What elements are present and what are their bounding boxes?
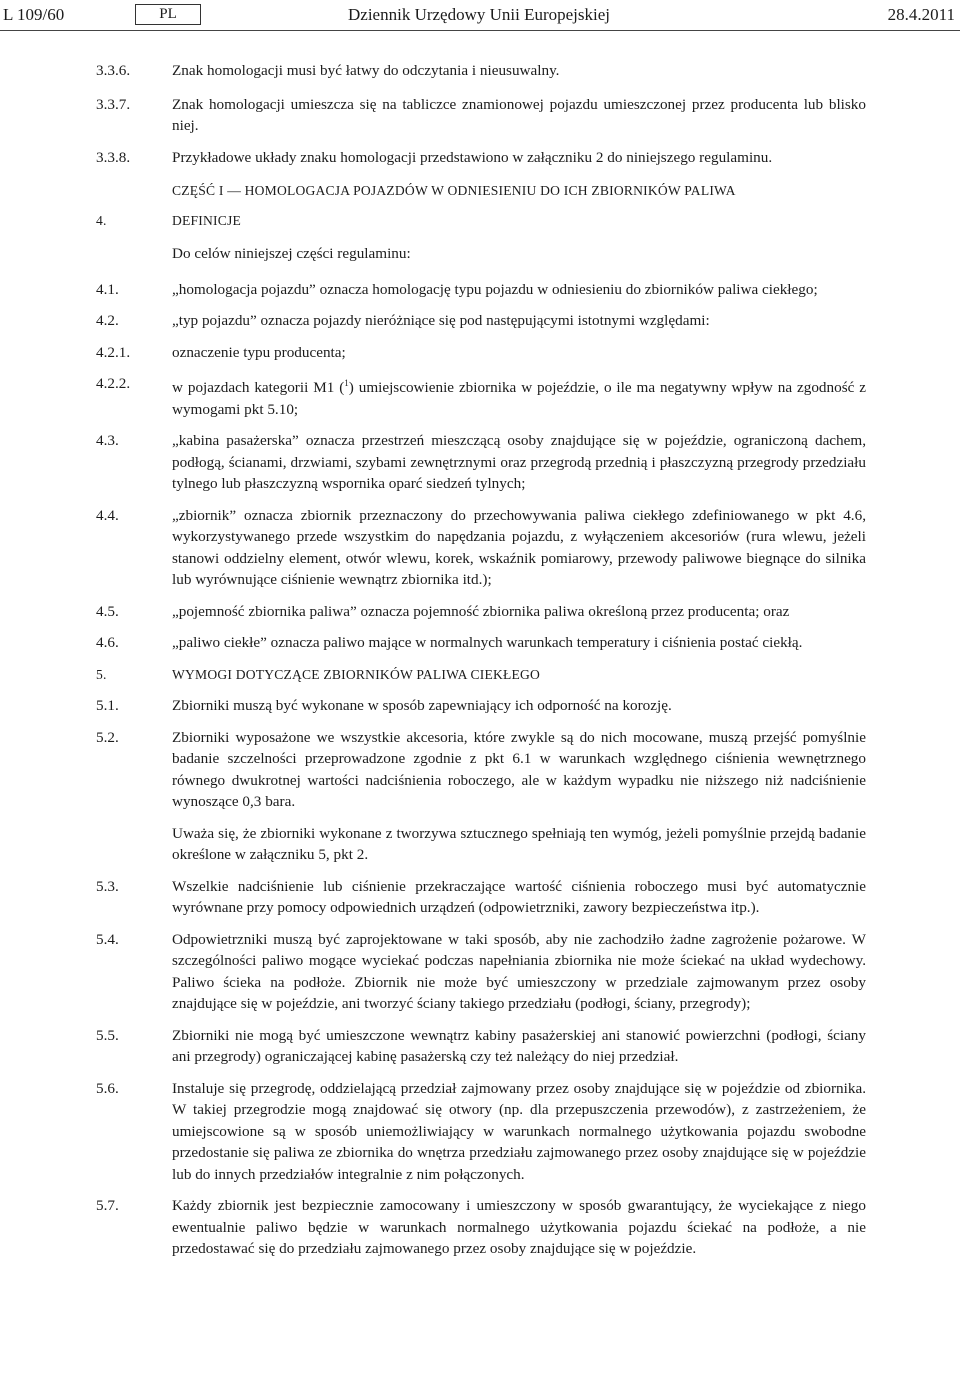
paragraph-3-3-7 — [96, 94, 866, 137]
publication-date: 28.4.2011 — [887, 5, 955, 24]
paragraph-text: Instaluje się przegrodę, oddzielającą przedział zajmowany przez osoby znajdujące się w pojeździe od zbiornika. W takiej przegrodzie mogą znajdować się otwory (np. dla przepuszczenia przewodów), z zastrzeżeniem, że umiejscowione są w sposób uniemożliwiający w warunkach normalnego użytkowania pojazdu swobodne przedostanie się paliwa ze zbiornika do wnętrza przedziału zajmowanego przez osoby znajdujące się w pojeździe lub do innych przedziałów integralnie z nim połączonych. — [172, 1079, 866, 1183]
text-after-footnote: ) umiejscowienie zbiornika w pojeździe, o ile ma negatywny wpływ na zgodność z wymogami pkt 5.10; — [172, 379, 866, 418]
footnote-marker[interactable]: 1 — [344, 378, 349, 388]
definition-4-5 — [96, 601, 866, 623]
paragraph-5-4 — [96, 929, 866, 1015]
paragraph-text: Znak homologacji musi być łatwy do odczytania i nieusuwalny. — [172, 62, 560, 79]
section-heading-requirements — [96, 664, 866, 686]
paragraph-5-2 — [96, 727, 866, 813]
journal-title: Dziennik Urzędowy Unii Europejskiej — [348, 5, 611, 24]
paragraph-5-2-continuation: Uważa się, że zbiorniki wykonane z tworzywa sztucznego spełniają ten wymóg, jeżeli pomyślnie przejdą badanie określone w załączniku 5, pkt 2. — [172, 824, 866, 864]
paragraph-number: 5.3. — [96, 877, 119, 895]
paragraph-text: „pojemność zbiornika paliwa” oznacza pojemność zbiornika paliwa określoną przez producenta; oraz — [172, 602, 790, 620]
section-title: WYMOGI DOTYCZĄCE ZBIORNIKÓW PALIWA CIEKŁEGO — [172, 666, 541, 682]
paragraph-number: 5.6. — [96, 1079, 119, 1097]
paragraph-text: Znak homologacji umieszcza się na tabliczce znamionowej pojazdu umieszczonej przez producenta lub blisko niej. — [172, 95, 866, 134]
paragraph-number: 5.7. — [96, 1197, 119, 1215]
paragraph-number: 3.3.7. — [96, 95, 131, 113]
paragraph-text: Wszelkie nadciśnienie lub ciśnienie przekraczające wartość ciśnienia roboczego musi być automatycznie wyrównane przy pomocy odpowiednich urządzeń (odpowietrzniki, zawory bezpieczeństwa itp.). — [172, 877, 866, 917]
definition-4-4 — [96, 505, 866, 591]
page-number: L 109/60 — [3, 5, 65, 24]
definition-4-2 — [96, 310, 866, 332]
part-heading: CZĘŚĆ I — HOMOLOGACJA POJAZDÓW W ODNIESIENIU DO ICH ZBIORNIKÓW PALIWA — [172, 183, 736, 198]
paragraph-number: 4.2.1. — [96, 343, 131, 361]
definition-4-6 — [96, 632, 866, 654]
paragraph-text: „zbiornik” oznacza zbiornik przeznaczony do przechowywania paliwa ciekłego zdefiniowanego w pkt 4.6, wykorzystywanego przede wszystkim do napędzania pojazdu, z wyłączeniem akcesoriów (rura wlewu, jeżeli stanowi oddzielny element, otwór wlewu, korek, wskaźnik pomiarowy, przewody paliwowe biegnące do silnika lub wyrównujące ciśnienie wewnątrz zbiornika itd.); — [172, 506, 866, 589]
paragraph-number: 3.3.6. — [96, 62, 131, 79]
document-body — [96, 60, 866, 1260]
language-badge: PL — [135, 4, 201, 25]
paragraph-text — [172, 373, 866, 420]
paragraph-number: 3.3.8. — [96, 148, 131, 166]
paragraph-number: 5.1. — [96, 697, 119, 715]
paragraph-number: 4.1. — [96, 280, 119, 298]
paragraph-3-3-8 — [96, 147, 866, 169]
paragraph-text: „homologacja pojazdu” oznacza homologację typu pojazdu w odniesieniu do zbiorników paliwa ciekłego; — [172, 280, 818, 298]
paragraph-5-3 — [96, 876, 866, 919]
definition-4-3 — [96, 430, 866, 495]
paragraph-text: Zbiorniki wyposażone we wszystkie akcesoria, które zwykle są do nich mocowane, muszą przejść pomyślnie badanie szczelności przeprowadzone zgodnie z pkt 6.1 w warunkach względnego ciśnienia wewnętrznego równego dwukrotnej wartości nadciśnienia roboczego, ale w każdym wypadku nie niższego niż nadciśnienie wynoszące 0,3 bara. — [172, 728, 866, 811]
paragraph-text: „kabina pasażerska” oznacza przestrzeń mieszczącą osoby znajdujące się w pojeździe, ograniczoną dachem, podłogą, ścianami, drzwiami, szybami zewnętrznymi oraz przegrodą przednią i płaszczyzną przegrody przedziału tylnego lub płaszczyzną wspornika oparć siedzeń tylnych; — [172, 432, 866, 493]
page-header — [0, 0, 960, 30]
paragraph-number: 4.5. — [96, 602, 119, 620]
paragraph-5-7 — [96, 1195, 866, 1260]
paragraph-number: 5.4. — [96, 930, 119, 948]
text-before-footnote: w pojazdach kategorii M1 ( — [172, 379, 345, 397]
paragraph-text: oznaczenie typu producenta; — [172, 343, 346, 361]
header-divider — [0, 30, 960, 31]
paragraph-text: „paliwo ciekłe” oznacza paliwo mające w normalnych warunkach temperatury i ciśnienia postać ciekłą. — [172, 634, 803, 652]
paragraph-3-3-6 — [96, 60, 866, 82]
paragraph-text: Odpowietrzniki muszą być zaprojektowane w taki sposób, aby nie zachodziło żadne zagrożenie pożarowe. W szczególności paliwo mogące wyciekać podczas napełniania zbiornika nie może ściekać na układ wydechowy. Paliwo ścieka na podłoże. Zbiornik nie może być umieszczony w przedziale zajmowanym przez osoby znajdujące się w pojeździe, ani tworzyć ściany takiego przedziału (podłogi, ściany, przegrody); — [172, 930, 866, 1013]
paragraph-number: 5.2. — [96, 728, 119, 746]
paragraph-5-5 — [96, 1025, 866, 1068]
paragraph-text: „typ pojazdu” oznacza pojazdy nieróżniące się pod następującymi istotnymi względami: — [172, 312, 710, 329]
paragraph-number: 4.6. — [96, 634, 119, 652]
paragraph-5-1 — [96, 695, 866, 717]
paragraph-number: 5.5. — [96, 1026, 119, 1044]
definition-4-1 — [96, 279, 866, 301]
definition-4-2-2 — [96, 373, 866, 420]
paragraph-number: 4.2. — [96, 312, 119, 329]
paragraph-text: Przykładowe układy znaku homologacji przedstawiono w załączniku 2 do niniejszego regulaminu. — [172, 148, 773, 166]
paragraph-number: 4.2.2. — [96, 375, 131, 392]
paragraph-text: Zbiorniki muszą być wykonane w sposób zapewniający ich odporność na korozję. — [172, 697, 672, 715]
paragraph-text: Zbiorniki nie mogą być umieszczone wewnątrz kabiny pasażerskiej ani stanowić powierzchni (podłogi, ściany ani przegrody) ograniczającej kabinę pasażerską czy też należący do niej przedział. — [172, 1026, 866, 1066]
section-title: DEFINICJE — [172, 212, 242, 228]
section-number: 4. — [96, 212, 107, 228]
paragraph-number: 4.4. — [96, 506, 119, 524]
definition-4-2-1 — [96, 342, 866, 364]
section-heading-definitions — [96, 210, 866, 232]
intro-sentence: Do celów niniejszej części regulaminu: — [172, 245, 411, 262]
paragraph-text: Każdy zbiornik jest bezpiecznie zamocowany i umieszczony w sposób gwarantujący, że wyciekające z niego ewentualnie paliwo będzie w warunkach normalnego użytkowania pojazdu ściekać na podłoże, a nie przedostawać się do przedziału zajmowanego przez osoby znajdujące się w pojeździe. — [172, 1197, 866, 1258]
paragraph-5-6 — [96, 1078, 866, 1186]
section-number: 5. — [96, 666, 107, 682]
paragraph-number: 4.3. — [96, 432, 119, 450]
